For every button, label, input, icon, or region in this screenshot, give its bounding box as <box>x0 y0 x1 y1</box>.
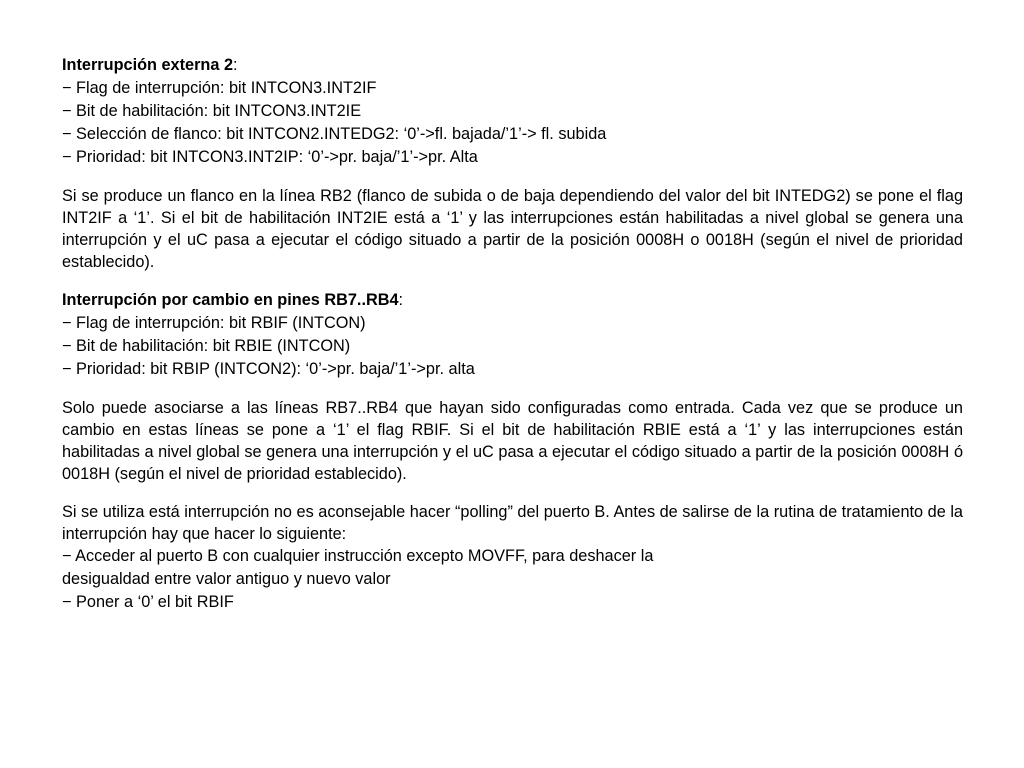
bullet-enable: − Bit de habilitación: bit RBIE (INTCON) <box>62 337 351 355</box>
bullet-edge-select: − Selección de flanco: bit INTCON2.INTEDG2: ‘0’->fl. bajada/’1’-> fl. subida <box>62 125 607 143</box>
bullet-flag: − Flag de interrupción: bit RBIF (INTCON) <box>62 314 366 332</box>
paragraph-rb-description: Solo puede asociarse a las líneas RB7..RB4 que hayan sido configuradas como entrada. Cada vez que se produce un cambio en estas líneas se pone a ‘1’ el flag RBIF. Si el bit de habilitación RBIE está a ‘1’ y las interrupciones están habilitadas a nivel global se genera una interrupción y el uC pasa a ejecutar el código situado a partir de la posición 0008H ó 0018H (según el nivel de prioridad establecido). <box>62 399 963 483</box>
heading-colon: : <box>398 291 404 309</box>
section-heading-rb-change <box>62 289 963 312</box>
heading-text: Interrupción externa 2 <box>62 56 234 74</box>
bullet-priority: − Prioridad: bit INTCON3.INT2IP: ‘0’->pr. baja/’1’->pr. Alta <box>62 148 478 166</box>
slide-content <box>62 54 963 614</box>
step-access-port: − Acceder al puerto B con cualquier instrucción excepto MOVFF, para deshacer la <box>62 547 654 565</box>
step-clear-rbif: − Poner a ‘0’ el bit RBIF <box>62 593 234 611</box>
step-access-port-continued: desigualdad entre valor antiguo y nuevo valor <box>62 570 391 588</box>
section-heading-int2 <box>62 54 963 77</box>
heading-colon: : <box>233 56 238 74</box>
bullet-flag: − Flag de interrupción: bit INTCON3.INT2IF <box>62 79 377 97</box>
bullet-priority: − Prioridad: bit RBIP (INTCON2): ‘0’->pr. baja/’1’->pr. alta <box>62 360 475 378</box>
heading-text: Interrupción por cambio en pines RB7..RB4 <box>62 291 399 309</box>
paragraph-int2-description: Si se produce un flanco en la línea RB2 (flanco de subida o de baja dependiendo del valor del bit INTEDG2) se pone el flag INT2IF a ‘1’. Si el bit de habilitación INT2IE está a ‘1’ y las interrupciones están habilitadas a nivel global se genera una interrupción y el uC pasa a ejecutar el código situado a partir de la posición 0008H o 0018H (según el nivel de prioridad establecido). <box>62 187 963 271</box>
paragraph-polling-note: Si se utiliza está interrupción no es aconsejable hacer “polling” del puerto B. Antes de salirse de la rutina de tratamiento de la interrupción hay que hacer lo siguiente: <box>62 503 963 543</box>
bullet-enable: − Bit de habilitación: bit INTCON3.INT2IE <box>62 102 362 120</box>
